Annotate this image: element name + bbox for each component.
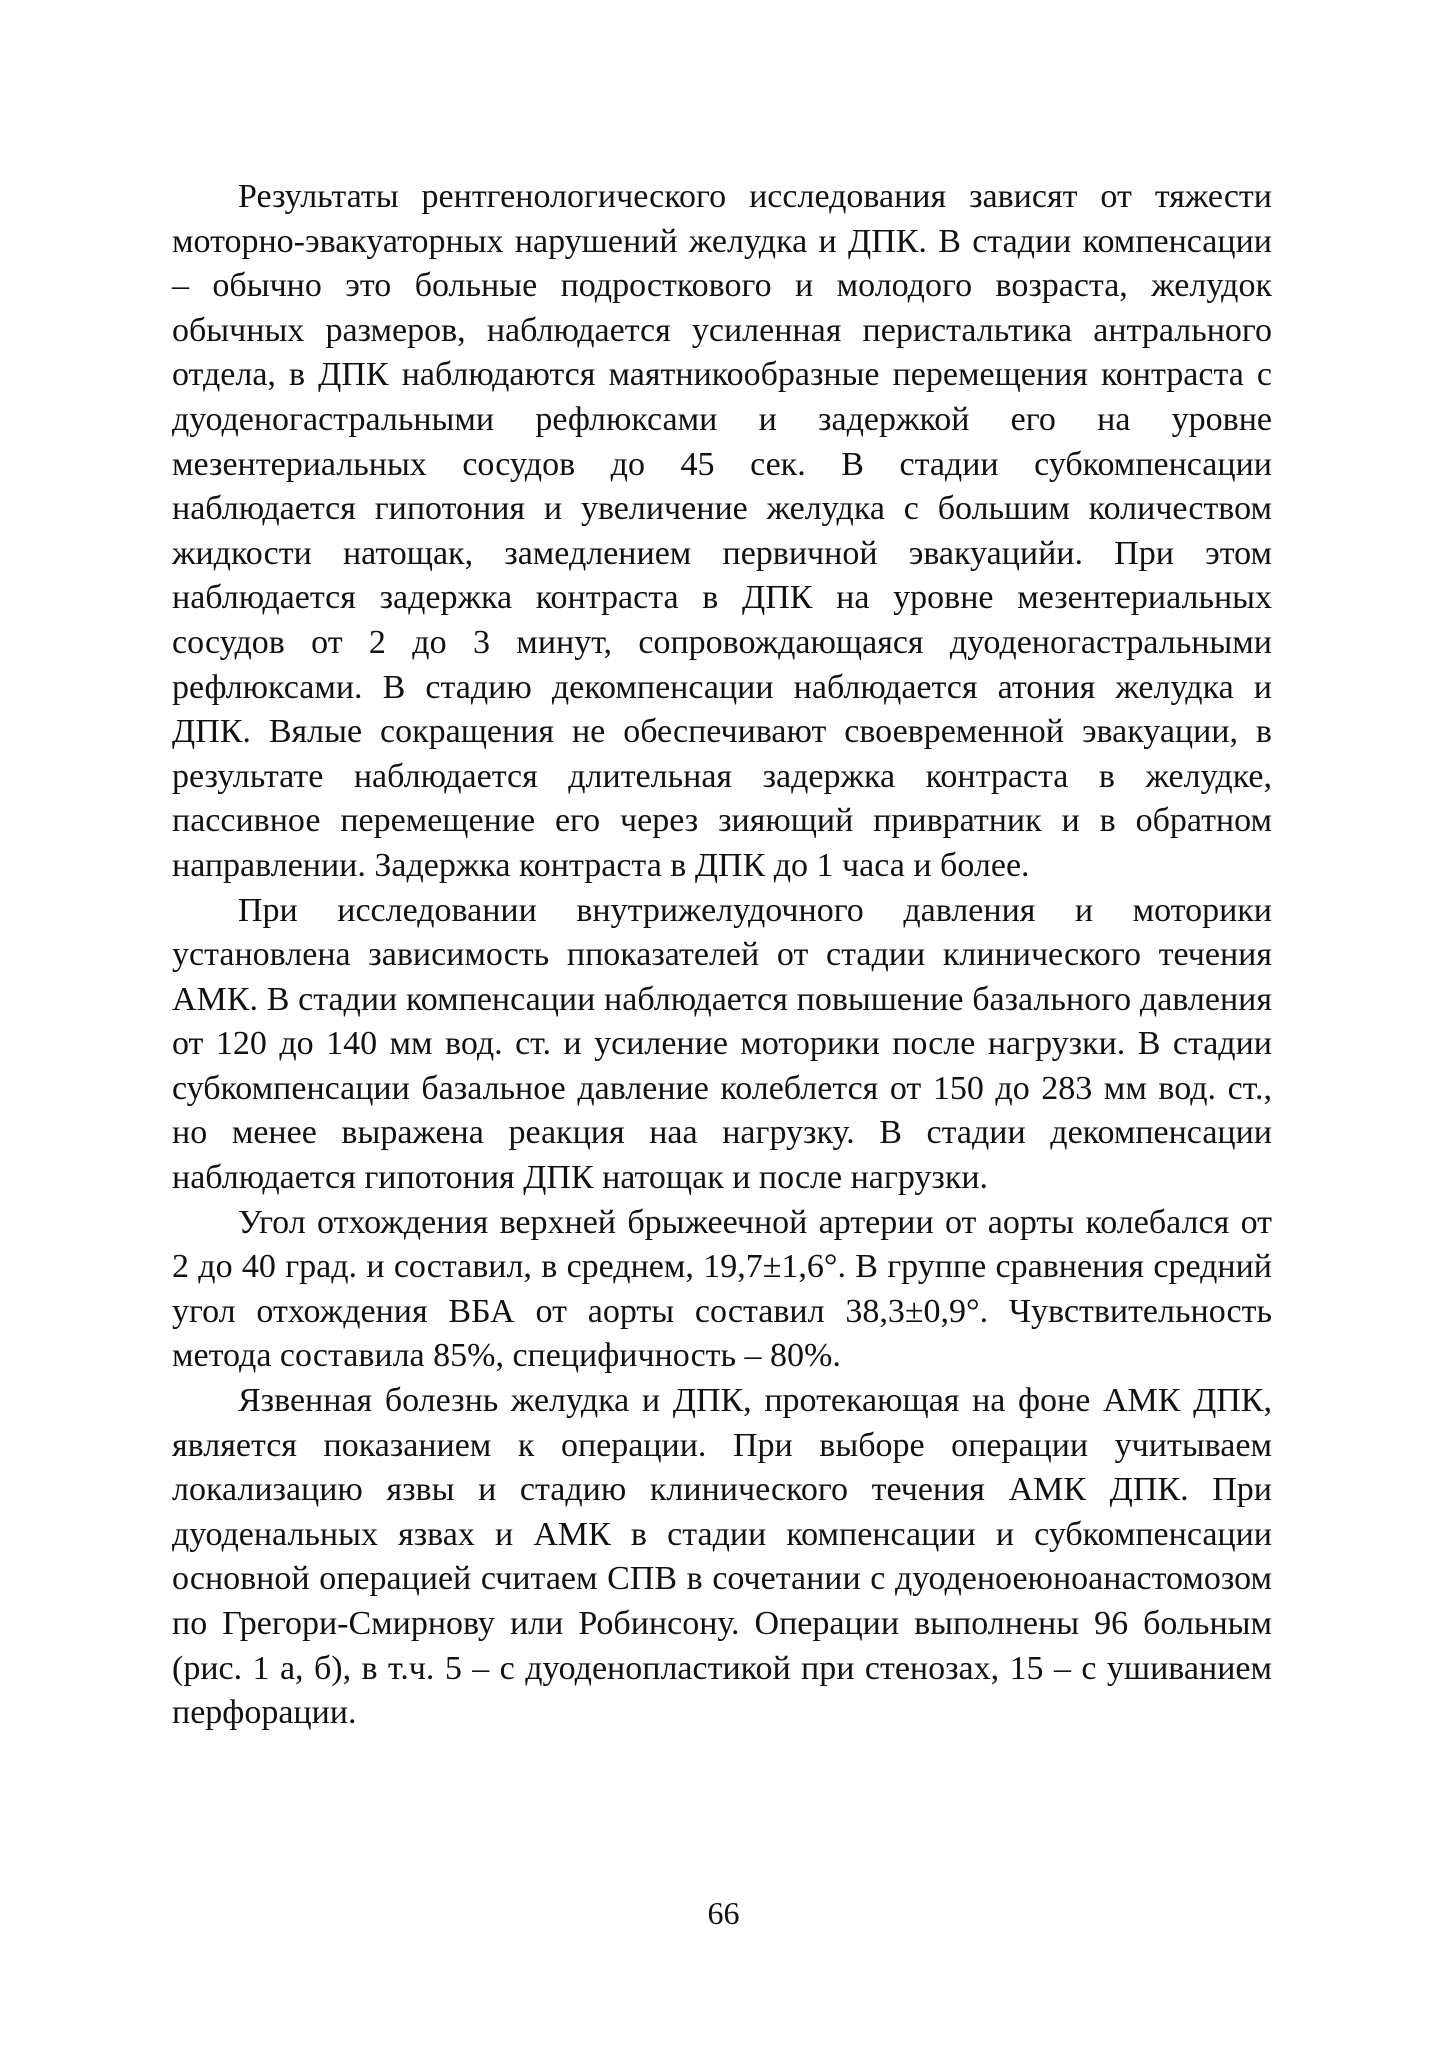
page-number: 66 (707, 1895, 740, 1931)
body-text (172, 175, 1272, 1736)
paragraph: При исследовании внутрижелудочного давления и моторики установлена зависимость ппоказателей от стадии клинического течения АМК. В стадии компенсации наблюдается повышение базального давления от 120 до 140 мм вод. ст. и усиление моторики после нагрузки. В стадии субкомпенсации базальное давление колеблется от 150 до 283 мм вод. ст., но менее выражена реакция наа нагрузку. В стадии декомпенсации наблюдается гипотония ДПК натощак и после нагрузки. (172, 891, 1272, 1197)
paragraph: Угол отхождения верхней брыжеечной артерии от аорты колебался от 2 до 40 град. и составил, в среднем, 19,7±1,6°. В группе сравнения средний угол отхождения ВБА от аорты составил 38,3±0,9°. Чувствительность метода составила 85%, специфичность – 80%. (172, 1203, 1272, 1375)
paragraph: Результаты рентгенологического исследования зависят от тяжести моторно-эвакуаторных нарушений желудка и ДПК. В стадии компенсации – обычно это больные подросткового и молодого возраста, желудок обычных размеров, наблюдается усиленная перистальтика антрального отдела, в ДПК наблюдаются маятникообразные перемещения контраста с дуоденогастральными рефлюксами и задержкой его на уровне мезентериальных сосудов до 45 сек. В стадии субкомпенсации наблюдается гипотония и увеличение желудка с большим количеством жидкости натощак, замедлением первичной эвакуацийи. При этом наблюдается задержка контраста в ДПК на уровне мезентериальных сосудов от 2 до 3 минут, сопровождающаяся дуоденогастральными рефлюксами. В стадию декомпенсации наблюдается атония желудка и ДПК. Вялые сокращения не обеспечивают своевременной эвакуации, в результате наблюдается длительная задержка контраста в желудке, пассивное перемещение его через зияющий привратник и в обратном направлении. Задержка контраста в ДПК до 1 часа и более. (172, 178, 1272, 884)
paragraph: Язвенная болезнь желудка и ДПК, протекающая на фоне АМК ДПК, является показанием к операции. При выборе операции учитываем локализацию язвы и стадию клинического течения АМК ДПК. При дуоденальных язвах и АМК в стадии компенсации и субкомпенсации основной операцией считаем СПВ в сочетании с дуоденоеюноанастомозом по Грегори-Смирнову или Робинсону. Операции выполнены 96 больным (рис. 1 а, б), в т.ч. 5 – с дуоденопластикой при стенозах, 15 – с ушиванием перфорации. (172, 1382, 1272, 1732)
